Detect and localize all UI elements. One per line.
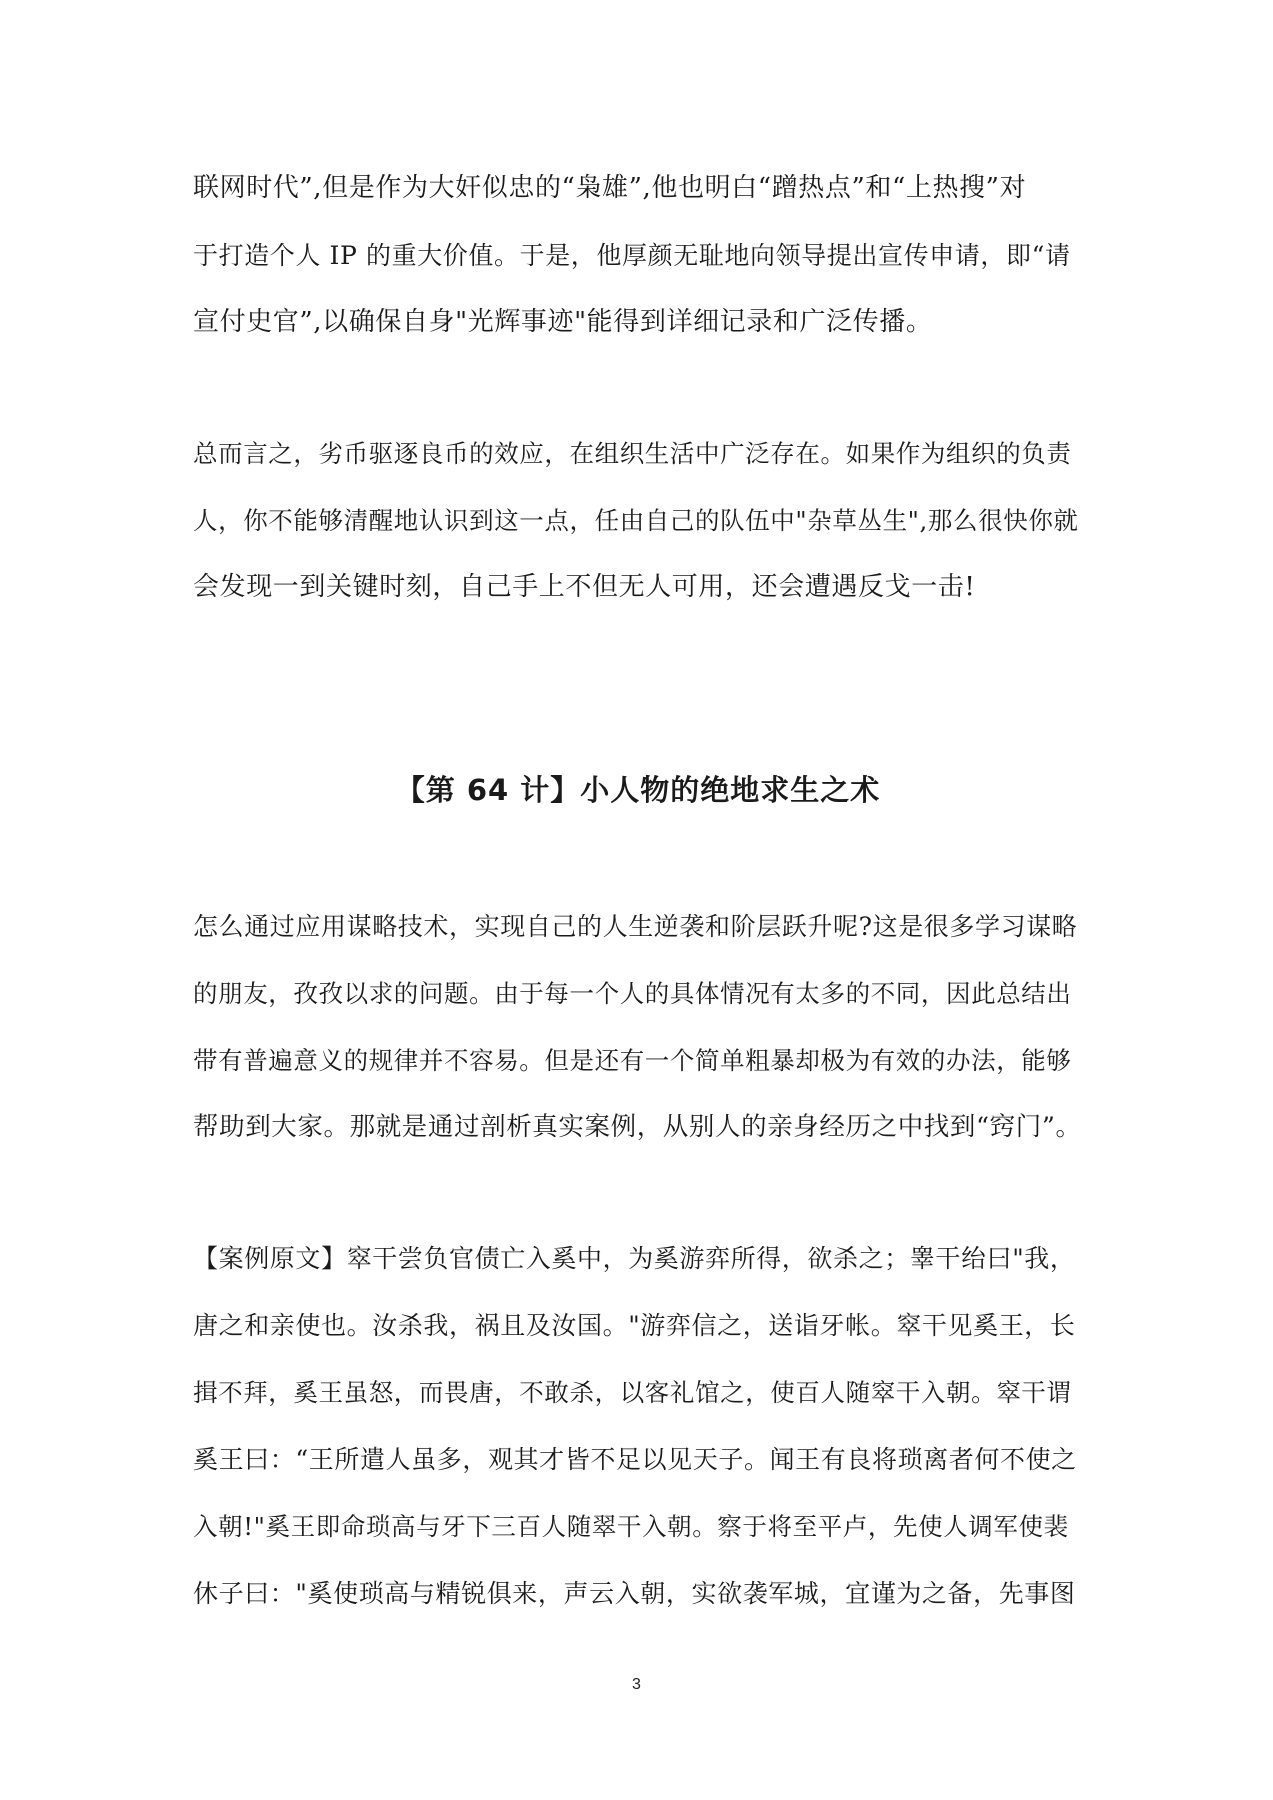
text-line: 休子曰："奚使琐高与精锐俱来，声云入朝，实欲袭军城，宜谨为之备，先事图 (193, 1579, 1076, 1608)
text-line: 总而言之，劣币驱逐良币的效应，在组织生活中广泛存在。如果作为组织的负责 (193, 439, 1072, 468)
text-line: 入朝!"奚王即命琐高与牙下三百人随翠干入朝。察于将至平卢，先使人调军使裴 (193, 1512, 1069, 1541)
paragraph-4 (193, 1225, 1083, 1627)
paragraph-3 (193, 893, 1083, 1161)
text-line: 唐之和亲使也。汝杀我，祸且及汝国。"游弈信之，送诣牙帐。窣干见奚王，长 (193, 1311, 1076, 1340)
text-line: 帮助到大家。那就是通过剖析真实案例，从别人的亲身经历之中找到“窍门”。 (193, 1112, 1082, 1142)
text-line: 【案例原文】窣干尝负官债亡入奚中，为奚游弈所得，欲杀之；睾干绐曰"我， (193, 1244, 1076, 1273)
text-line: 怎么通过应用谋略技术，实现自己的人生逆袭和阶层跃升呢?这是很多学习谋略 (193, 912, 1078, 941)
text-line: 揖不拜，奚王虽怒，而畏唐，不敢杀，以客礼馆之，使百人随窣干入朝。窣干谓 (193, 1378, 1072, 1407)
paragraph-2 (193, 420, 1083, 621)
paragraph-1 (193, 155, 1083, 356)
text-line: 宣付史官”,以确保自身"光辉事迹"能得到详细记录和广泛传播。 (193, 307, 933, 337)
page-number: 3 (632, 1676, 641, 1693)
text-line: 人，你不能够清醒地认识到这一点，任由自己的队伍中"杂草丛生",那么很快你就 (193, 506, 1079, 535)
text-line: 奚王曰：“王所遣人虽多，观其才皆不足以见天子。闻王有良将琐离者何不使之 (193, 1445, 1077, 1474)
text-line: 联网时代”,但是作为大奸似忠的“枭雄”,他也明白“蹭热点”和“上热搜”对 (193, 173, 1027, 203)
text-line: 的朋友，孜孜以求的问题。由于每一个人的具体情况有太多的不同，因此总结出 (193, 979, 1072, 1008)
text-line: 会发现一到关键时刻，自己手上不但无人可用，还会遭遇反戈一击! (193, 572, 976, 602)
text-line: 于打造个人 IP 的重大价值。于是，他厚颜无耻地向领导提出宣传申请，即“请 (193, 241, 1071, 270)
text-line: 带有普遍意义的规律并不容易。但是还有一个简单粗暴却极为有效的办法，能够 (193, 1046, 1072, 1075)
section-heading: 【第 64 计】小人物的绝地求生之术 (395, 773, 881, 807)
